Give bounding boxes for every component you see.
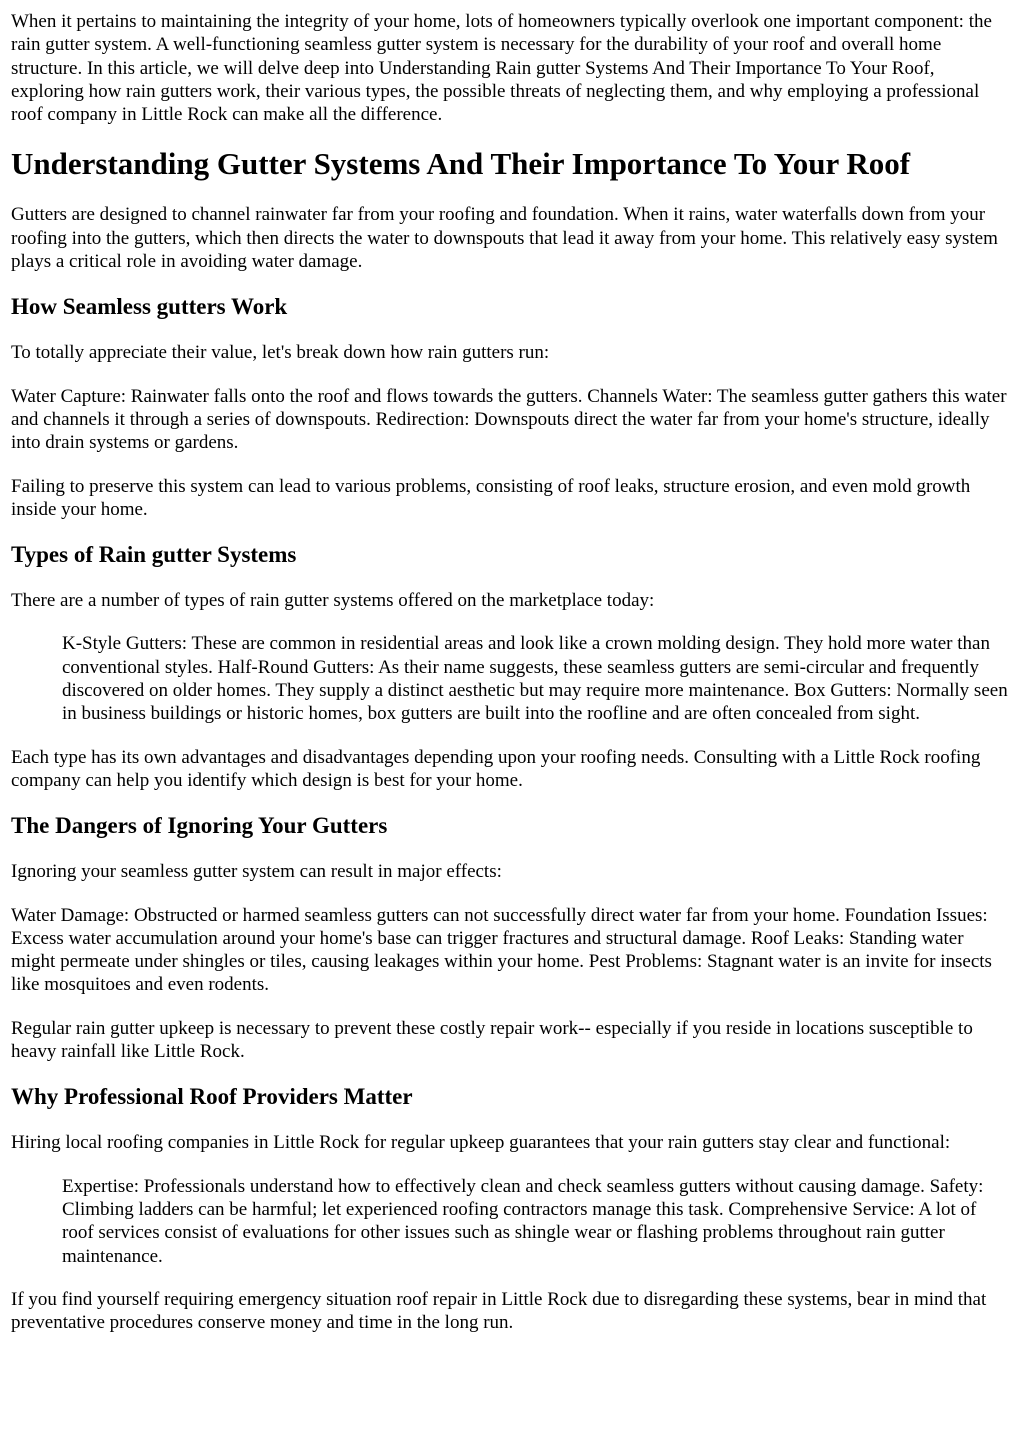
intro-paragraph: When it pertains to maintaining the integrity of your home, lots of homeowners typically overlook one important component: the rain gutter system. A well-functioning seamless gutter system is necessary for the durability of your roof and overall home structure. In this article, we will delve deep into Understanding Rain gutter Systems And Their Importance To Your Roof, exploring how rain gutters work, their various types, the possible threats of neglecting them, and why employing a professional roof company in Little Rock can make all the difference. xyxy=(11,11,992,126)
section-paragraph: There are a number of types of rain gutter systems offered on the marketplace today: xyxy=(11,590,655,612)
section-paragraph: Hiring local roofing companies in Little Rock for regular upkeep guarantees that your rain gutters stay clear and functional: xyxy=(11,1132,951,1154)
section-heading-types: Types of Rain gutter Systems xyxy=(11,542,297,568)
section-paragraph: If you find yourself requiring emergency situation roof repair in Little Rock due to disregarding these systems, bear in mind that preventative procedures conserve money and time in the long run. xyxy=(11,1288,987,1334)
main-heading: Understanding Gutter Systems And Their Importance To Your Roof xyxy=(11,146,911,182)
benefits-list-quote: Expertise: Professionals understand how to effectively clean and check seamless gutters without causing damage. Safety: Climbing ladders can be harmful; let experienced roofing contractors manage this task. Comprehensive Service: A lot of roof services consist of evaluations for other issues such as shingle wear or flashing problems throughout rain gutter maintenance. xyxy=(62,1175,984,1267)
section-paragraph: Water Damage: Obstructed or harmed seamless gutters can not successfully direct water far from your home. Foundation Issues: Excess water accumulation around your home's base can trigger fractures and structural damage. Roof Leaks: Standing water might permeate under shingles or tiles, causing leakages within your home. Pest Problems: Stagnant water is an invite for insects like mosquitoes and even rodents. xyxy=(11,904,992,996)
section-heading-dangers: The Dangers of Ignoring Your Gutters xyxy=(11,813,388,839)
types-list-quote: K-Style Gutters: These are common in residential areas and look like a crown molding design. They hold more water than conventional styles. Half-Round Gutters: As their name suggests, these seamless gutters are semi-circular and frequently discovered on older homes. They supply a distinct aesthetic but may require more maintenance. Box Gutters: Normally seen in business buildings or historic homes, box gutters are built into the roofline and are often concealed from sight. xyxy=(62,633,1008,725)
section-paragraph: Failing to preserve this system can lead to various problems, consisting of roof leaks, structure erosion, and even mold growth inside your home. xyxy=(11,475,971,520)
section-paragraph: Regular rain gutter upkeep is necessary to prevent these costly repair work-- especially if you reside in locations susceptible to heavy rainfall like Little Rock. xyxy=(11,1017,973,1063)
main-paragraph: Gutters are designed to channel rainwater far from your roofing and foundation. When it rains, water waterfalls down from your roofing into the gutters, which then directs the water to downspouts that lead it away from your home. This relatively easy system plays a critical role in avoiding water damage. xyxy=(11,204,998,273)
section-paragraph: Ignoring your seamless gutter system can result in major effects: xyxy=(11,861,502,883)
section-heading-professional-providers: Why Professional Roof Providers Matter xyxy=(11,1084,413,1110)
section-paragraph: To totally appreciate their value, let's break down how rain gutters run: xyxy=(11,342,550,364)
section-heading-how-gutters-work: How Seamless gutters Work xyxy=(11,294,288,320)
section-paragraph: Each type has its own advantages and disadvantages depending upon your roofing needs. Consulting with a Little Rock roofing company can help you identify which design is best for your home. xyxy=(11,746,981,791)
section-paragraph: Water Capture: Rainwater falls onto the roof and flows towards the gutters. Channels Water: The seamless gutter gathers this water and channels it through a series of downspouts. Redirection: Downspouts direct the water far from your home's structure, ideally into drain systems or gardens. xyxy=(11,385,1007,454)
